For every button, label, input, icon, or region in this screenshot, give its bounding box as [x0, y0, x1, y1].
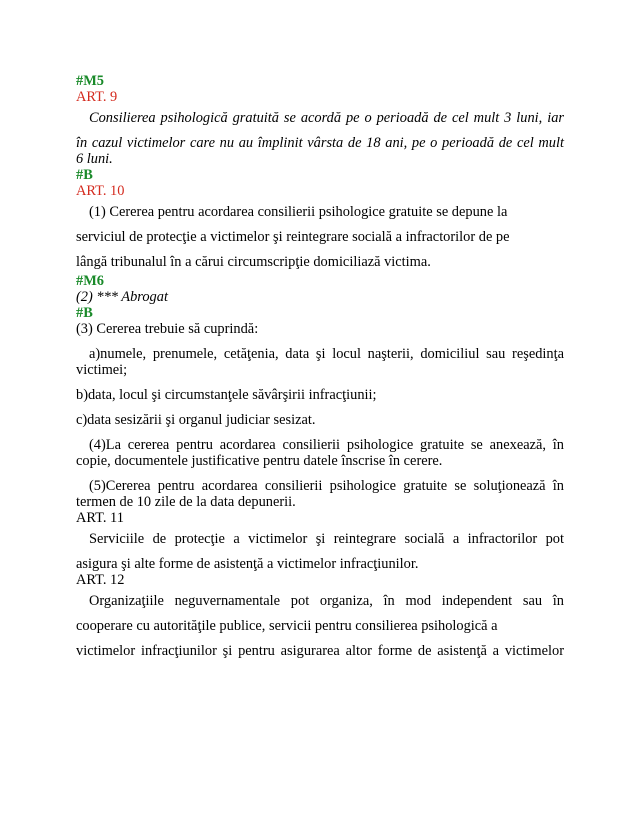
article-9-text-line-1: Consilierea psihologică gratuită se acordă pe o perioadă de cel mult 3 luni, iar [89, 110, 564, 126]
article-10-item-a-line-1: a)numele, prenumele, cetăţenia, data şi locul naşterii, domiciliul sau reşedinţa [89, 346, 564, 362]
article-10-para-1-line-2: serviciul de protecţie a victimelor şi reintegrare socială a infractorilor de pe [76, 229, 510, 245]
document-page [76, 73, 564, 659]
article-10-item-b: b)data, locul şi circumstanţele săvârşirii infracţiunii; [76, 387, 377, 403]
article-12-text-line-3: victimelor infracţiunilor şi pentru asigurarea altor forme de asistenţă a victimelor [76, 643, 564, 659]
article-11-text-line-2: asigura şi alte forme de asistenţă a victimelor infracţiunilor. [76, 556, 419, 572]
article-10-item-c: c)data sesizării şi organul judiciar sesizat. [76, 412, 316, 428]
amendment-tag-m6: #M6 [76, 273, 104, 289]
article-heading-10: ART. 10 [76, 183, 125, 199]
article-11-text-line-1: Serviciile de protecţie a victimelor şi reintegrare socială a infractorilor pot [89, 531, 564, 547]
article-heading-11: ART. 11 [76, 510, 124, 526]
article-10-para-4-line-2: copie, documentele justificative pentru datele înscrise în cerere. [76, 453, 443, 469]
article-12-text-line-1: Organizaţiile neguvernamentale pot organiza, în mod independent sau în [89, 593, 564, 609]
article-10-para-4-line-1: (4)La cererea pentru acordarea consilierii psihologice gratuite se anexează, în [89, 437, 564, 453]
article-10-para-3: (3) Cererea trebuie să cuprindă: [76, 321, 259, 337]
amendment-tag-b-2: #B [76, 305, 93, 321]
amendment-tag-b: #B [76, 167, 93, 183]
article-heading-9: ART. 9 [76, 89, 118, 105]
amendment-tag-m5: #M5 [76, 73, 104, 89]
article-10-para-2: (2) *** Abrogat [76, 289, 168, 305]
article-9-text-line-2: în cazul victimelor care nu au împlinit vârsta de 18 ani, pe o perioadă de cel mult [76, 135, 564, 151]
article-10-para-1-line-1: (1) Cererea pentru acordarea consilierii psihologice gratuite se depune la [89, 204, 508, 220]
article-heading-12: ART. 12 [76, 572, 125, 588]
article-10-para-5-line-1: (5)Cererea pentru acordarea consilierii psihologice gratuite se soluţionează în [89, 478, 564, 494]
article-12-text-line-2: cooperare cu autorităţile publice, servicii pentru consilierea psihologică a [76, 618, 498, 634]
article-9-text-line-3: 6 luni. [76, 151, 113, 167]
article-10-item-a-line-2: victimei; [76, 362, 128, 378]
article-10-para-5-line-2: termen de 10 zile de la data depunerii. [76, 494, 296, 510]
article-10-para-1-line-3: lângă tribunalul în a cărui circumscripţie domiciliază victima. [76, 254, 431, 270]
